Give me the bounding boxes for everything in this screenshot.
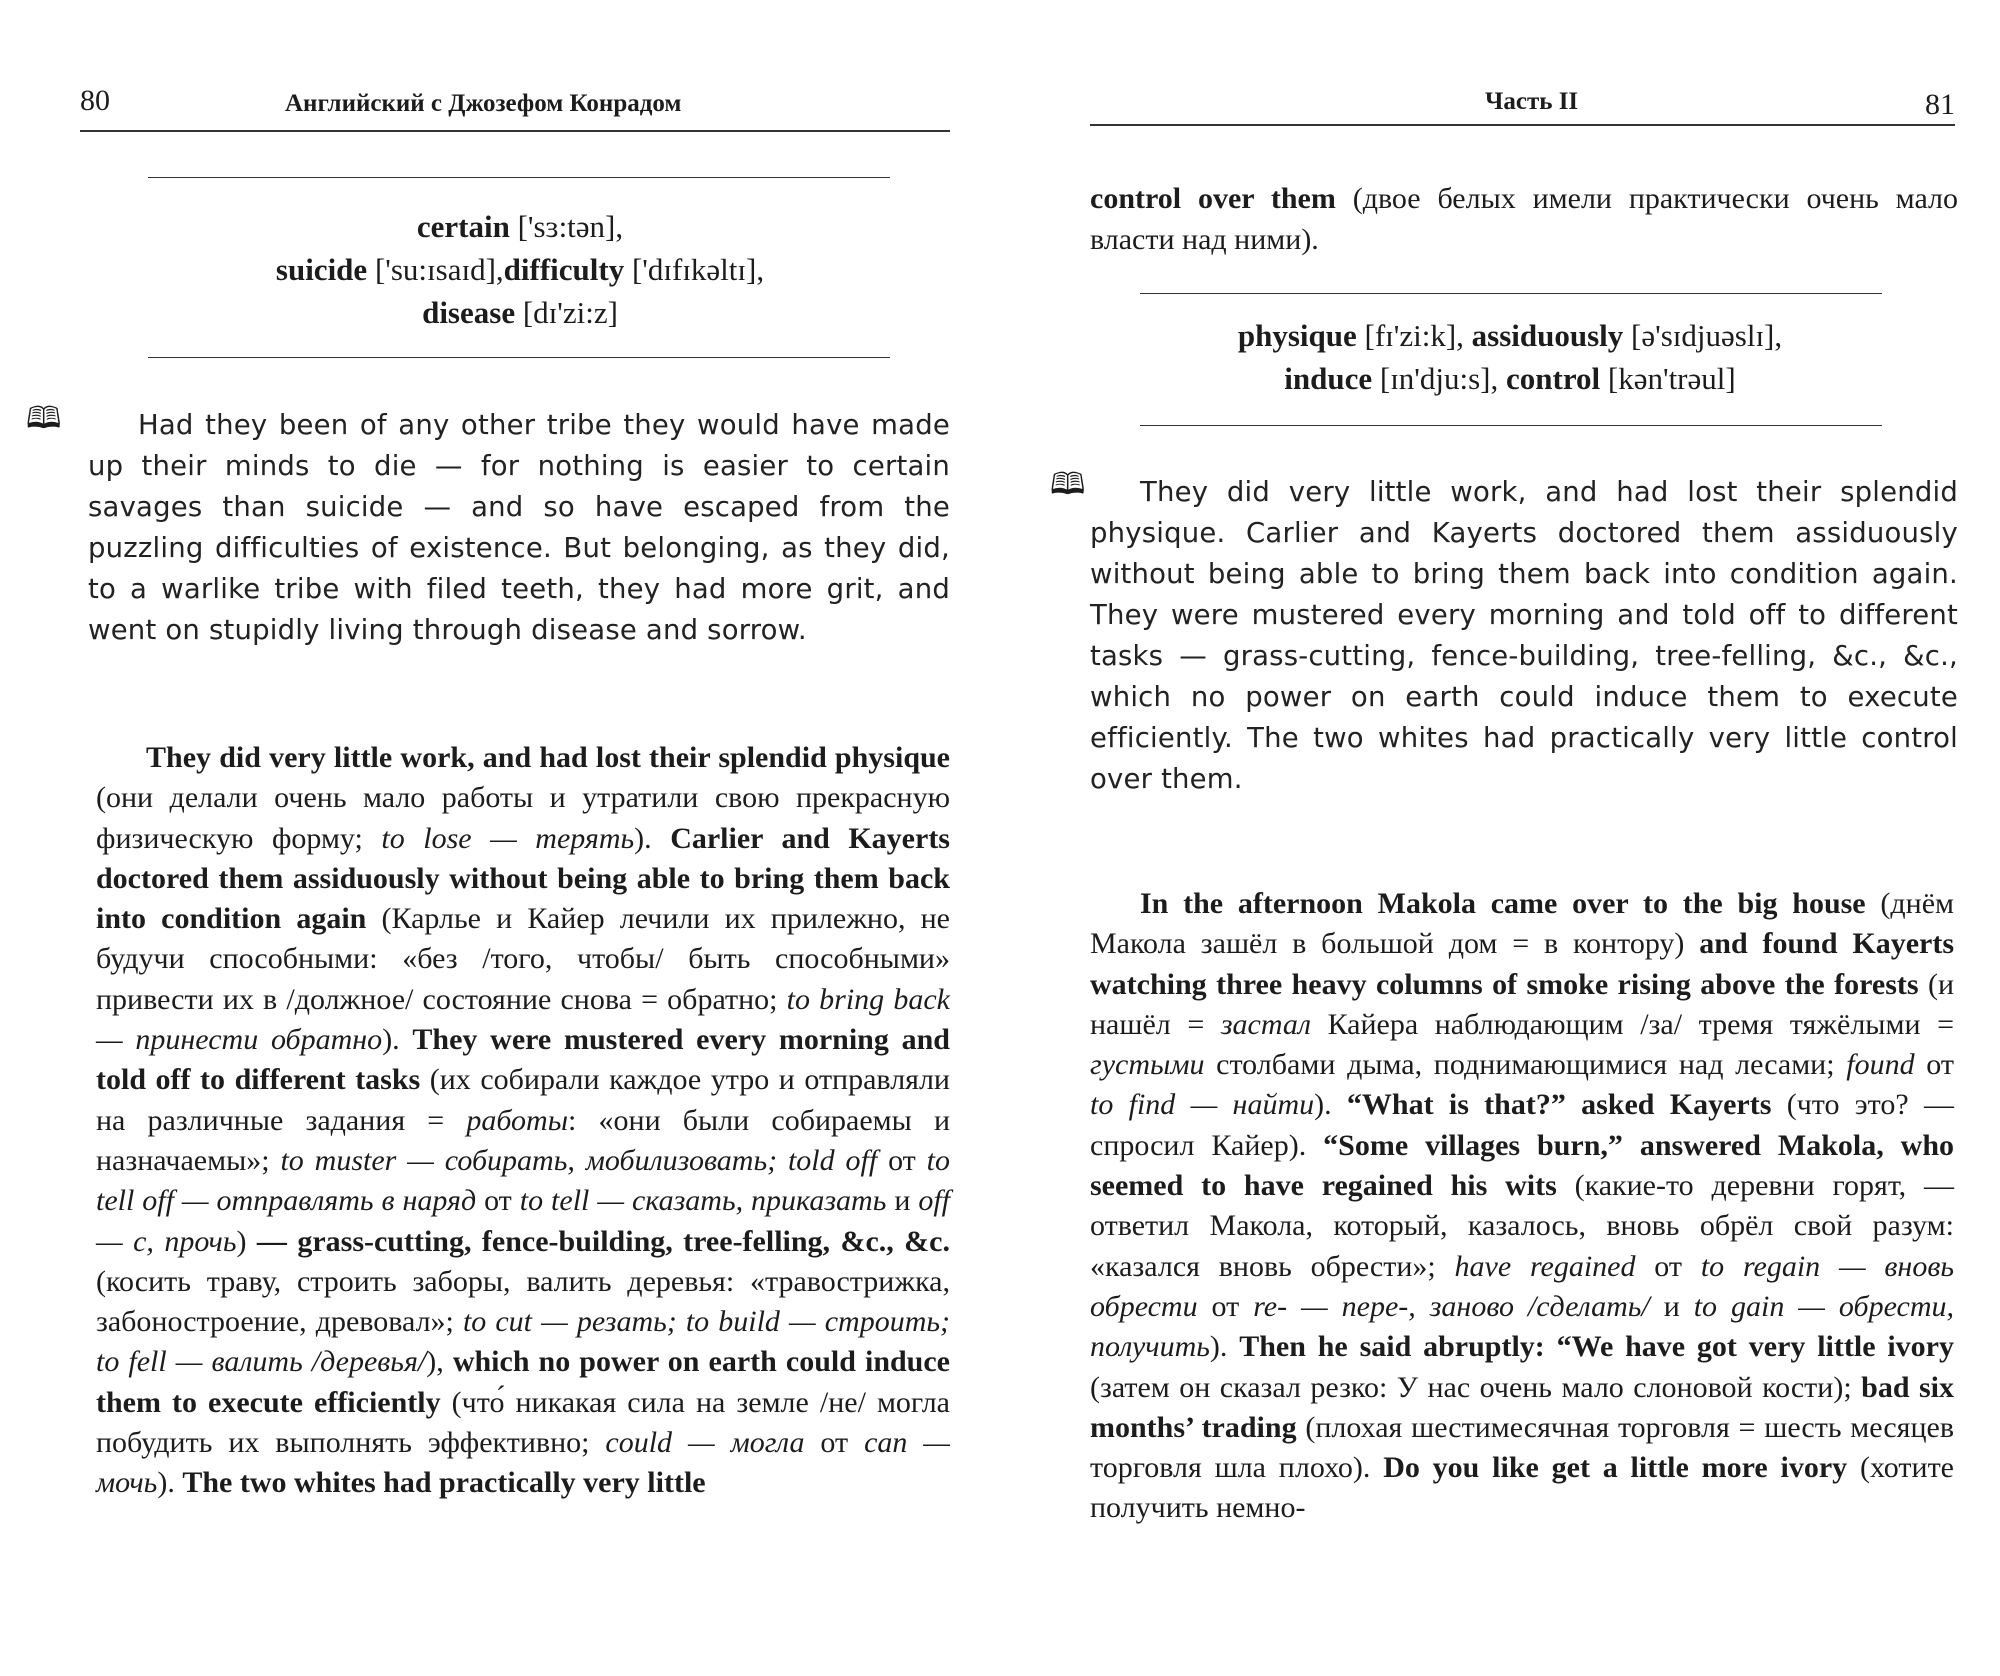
italic-gloss-run: густыми [1090, 1048, 1205, 1082]
vocab-transcription: [ə'sɪdjuəslɪ], [1631, 318, 1783, 353]
italic-gloss-run: застал [1220, 1007, 1311, 1041]
translation-run: (что это? — спросил Кайер). [1090, 1088, 1954, 1162]
translation-run: и [1649, 1289, 1694, 1323]
italic-gloss-run: to bring back — принести обратно [96, 982, 950, 1057]
translation-run: от [1197, 1289, 1254, 1323]
translation-run: ). [634, 821, 671, 855]
left-english-text: Had they been of any other tribe they would have made up their minds to die — for nothing is easier to certain savages than suicide — and so have escaped from the puzzling difficulties of existence. But belonging, as they did, to a warlike tribe with filed teeth, they had more grit, and went on stupidly living through disease and sorrow. [88, 409, 950, 646]
translation-run: от [1914, 1048, 1954, 1082]
vocab-transcription: ['su:ɪsaɪd], [374, 252, 504, 287]
italic-gloss-run: can — мочь [96, 1426, 950, 1500]
translation-run: (и нашёл = [1090, 967, 1955, 1041]
right-page-number: 81 [1925, 88, 1955, 121]
italic-gloss-run: re- — пере-, заново /сделать/ [1253, 1289, 1650, 1323]
translation-run: ). [1209, 1330, 1240, 1364]
bold-english-run: Carlier and Kayerts doctored them assiduously without being able to bring them back into condition again [96, 821, 950, 936]
left-running-header [80, 80, 950, 132]
bold-english-run: bad six months’ trading [1090, 1370, 1954, 1444]
translation-run: Кайера наблюдающим /за/ тремя тяжёлыми = [1310, 1007, 1954, 1041]
vocab-transcription: ['dɪfɪkəltɪ], [631, 252, 765, 287]
translation-run: ). [157, 1466, 183, 1500]
translation-run: и [886, 1184, 919, 1218]
translation-run: ). [382, 1023, 413, 1057]
italic-gloss-run: could — могла [605, 1426, 805, 1460]
translation-run: (они делали очень мало работы и утратили свою прекрасную физическую форму; [96, 781, 950, 855]
italic-gloss-run: to regain — вновь обрести [1090, 1249, 1954, 1323]
left-page [0, 0, 990, 1676]
vocab-word: physique [1237, 318, 1357, 353]
vocab-word: assiduously [1471, 318, 1624, 353]
translation-run: ), [426, 1345, 453, 1379]
italic-gloss-run: to gain — обрести, получить [1090, 1289, 1955, 1364]
vocab-transcription: [dɪ'zi:z] [522, 295, 618, 330]
vocab-transcription: ['sɜ:tən], [517, 209, 624, 244]
bold-english-run: “What is that?” asked Kayerts [1346, 1088, 1772, 1122]
italic-gloss-run: found [1846, 1048, 1915, 1082]
translation-run: (что́ никакая сила на земле /не/ могла побудить их выполнять эффективно; [96, 1385, 950, 1460]
translation-run: (затем он сказал резко: У нас очень мало слоновой кости); [1090, 1370, 1862, 1404]
translation-run: ). [1314, 1088, 1347, 1122]
translation-run: (Карлье и Кайер лечили их прилежно, не будучи способными: «без /того, чтобы/ быть способными» привести их в /должное/ состояние снова = обратно; [96, 902, 950, 1016]
italic-gloss-run: to find — найти [1090, 1088, 1315, 1122]
right-vocab-block [1130, 314, 1890, 400]
translation-run: от [476, 1184, 520, 1218]
right-running-header [1090, 74, 1955, 126]
translation-run: : «они были собираемы и назначаемы»; [96, 1103, 950, 1177]
vocab-transcription: [ɪn'dju:s], [1379, 361, 1499, 396]
vocab-word: certain [416, 209, 510, 244]
translation-run: (днём Макола зашёл в большой дом = в контору) [1090, 887, 1954, 961]
bold-english-run: They did very little work, and had lost their splendid physique [146, 741, 950, 774]
right-vocab-bottom-rule [1140, 425, 1882, 426]
bilingual-paragraph [1090, 884, 1954, 1529]
bold-english-run: Do you like get a little more ivory [1383, 1451, 1848, 1485]
italic-gloss-run: to cut — резать; to build — строить; to fell — валить /деревья/ [96, 1305, 951, 1379]
translation-run: (какие-то деревни горят, — ответил Макола, который, казалось, вновь обрёл свой разум: «казался вновь обрести»; [1090, 1169, 1954, 1283]
right-page [1010, 0, 2000, 1676]
left-vocab-top-rule [148, 177, 890, 178]
translation-run: (хотите получить немно- [1090, 1451, 1954, 1525]
translation-run: от [1635, 1249, 1701, 1283]
vocab-word: induce [1284, 361, 1373, 396]
bold-english-run: “Some villages burn,” answered Makola, who seemed to have regained his wits [1090, 1128, 1955, 1203]
bold-english-run: and found Kayerts watching three heavy columns of smoke rising above the forests [1090, 927, 1954, 1001]
bold-english-run: Then he said abruptly: “We have got very little ivory [1239, 1330, 1954, 1364]
right-continuation-text: control over them (двое белых имели практически очень мало власти над ними). [1090, 182, 1958, 256]
italic-gloss-run: to lose — терять [381, 821, 635, 855]
vocab-transcription: [kən'trəul] [1607, 361, 1736, 396]
left-page-number: 80 [80, 84, 110, 117]
open-book-icon: 🕮 [1050, 468, 1086, 501]
translation-run: от [877, 1143, 927, 1177]
translation-run: ) [236, 1224, 257, 1258]
left-vocab-bottom-rule [148, 357, 890, 358]
italic-gloss-run: to tell off — отправлять в наряд [96, 1143, 950, 1218]
vocab-transcription: [fɪ'zi:k], [1364, 318, 1464, 353]
bold-english-run: The two whites had practically very little [182, 1466, 706, 1500]
right-english-text: They did very little work, and had lost their splendid physique. Carlier and Kayerts doctored them assiduously without being able to bring them back into condition again. They were mustered every morning and told off to different tasks — grass-cutting, fence-building, tree-felling, &c., &c., which no power on earth could induce them to execute efficiently. The two whites had practically very little control over them. [1090, 476, 1958, 795]
italic-gloss-run: have regained [1454, 1249, 1636, 1283]
vocab-word: control [1506, 361, 1601, 396]
left-running-title: Английский с Джозефом Конрадом [285, 90, 682, 117]
translation-run: (косить траву, строить заборы, валить деревья: «травострижка, забоностроение, древовал»; [96, 1264, 950, 1339]
translation-run: (плохая шестимесячная торговля = шесть месяцев торговля шла плохо). [1090, 1410, 1954, 1485]
italic-gloss-run: работы [466, 1103, 569, 1137]
bold-english-run: which no power on earth could induce them to execute efficiently [96, 1345, 950, 1419]
translation-run: (их собирали каждое утро и отправляли на различные задания = [96, 1063, 950, 1137]
vocab-word: disease [422, 295, 516, 330]
bold-english-run: They were mustered every morning and told off to different tasks [96, 1023, 950, 1097]
bold-english-run: In the afternoon Makola came over to the big house [1140, 887, 1866, 920]
italic-gloss-run: to tell — сказать, приказать [519, 1184, 887, 1218]
bilingual-paragraph [96, 738, 950, 1504]
right-bilingual-text [1090, 884, 1954, 1529]
vocab-word: difficulty [503, 252, 625, 287]
italic-gloss-run: to muster — собирать, мобилизовать; told off [280, 1143, 878, 1177]
translation-run: от [804, 1426, 865, 1460]
left-vocab-block [140, 205, 900, 334]
left-bilingual-text [96, 738, 950, 1504]
bold-english-run: — grass-cutting, fence-building, tree-felling, &c., &c. [256, 1224, 950, 1258]
right-running-title: Часть II [1485, 88, 1579, 115]
vocab-word: suicide [275, 252, 368, 287]
open-book-icon: 🕮 [26, 402, 62, 435]
translation-run: столбами дыма, поднимающимися над лесами; [1204, 1048, 1847, 1082]
italic-gloss-run: off — с, прочь [96, 1184, 951, 1258]
right-vocab-top-rule [1140, 293, 1882, 294]
